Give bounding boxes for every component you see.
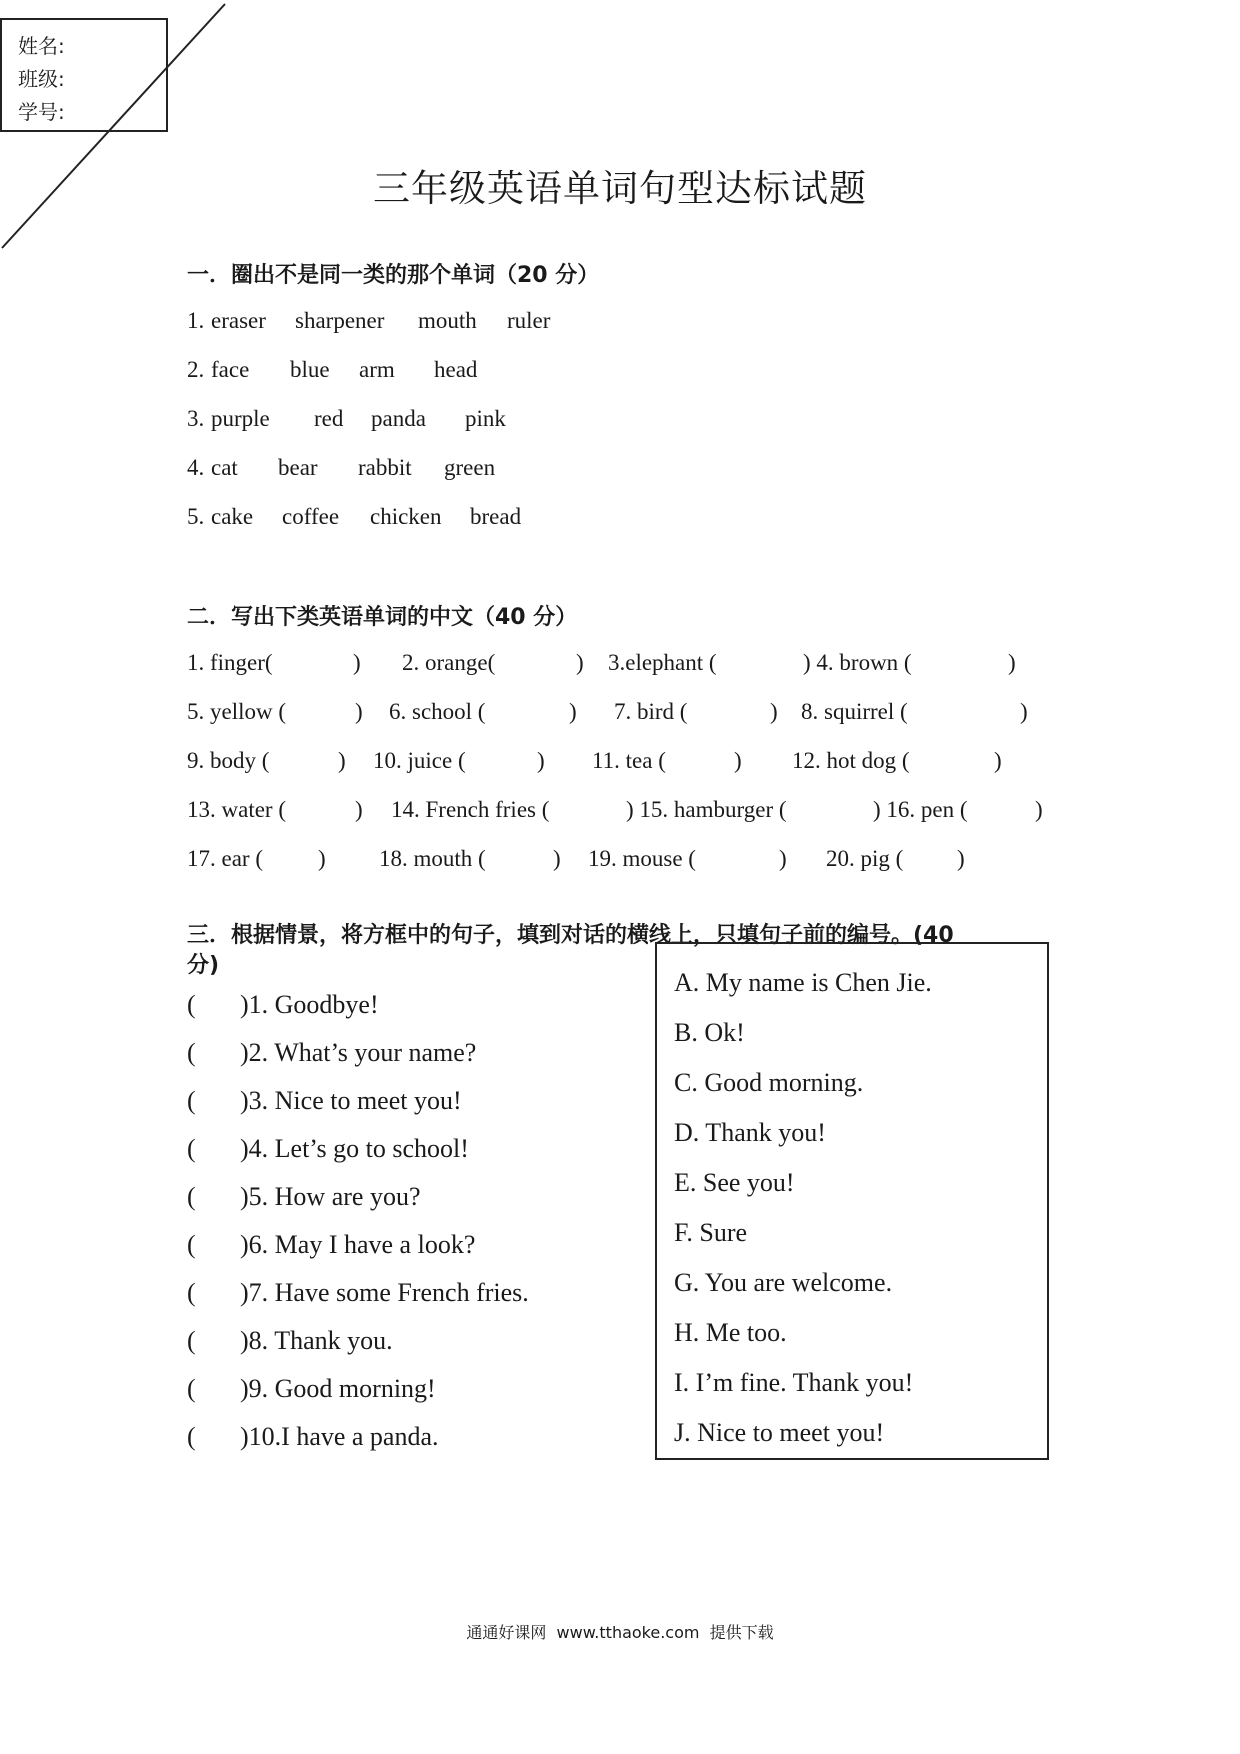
blank-close: )	[353, 650, 361, 675]
blank-close: )	[734, 748, 742, 773]
word: mouth	[418, 308, 477, 333]
diagonal-cut-line	[0, 0, 240, 260]
vocab-prompt: 3.elephant (	[608, 650, 717, 675]
vocab-prompt: 8. squirrel (	[801, 699, 908, 724]
item-number: 4.	[187, 455, 205, 480]
item-number: 1.	[187, 308, 205, 333]
answer-blank-open: (	[187, 1278, 196, 1307]
word: coffee	[282, 504, 340, 529]
blank-close: )	[569, 699, 577, 724]
vocab-prompt: 13. water (	[187, 797, 286, 822]
blank-close: )	[338, 748, 346, 773]
answer-option: C. Good morning.	[674, 1068, 864, 1097]
word: sharpener	[295, 308, 385, 333]
answer-option: E. See you!	[674, 1168, 795, 1197]
blank-close: )	[1008, 650, 1016, 675]
blank-close: )	[355, 699, 363, 724]
word: rabbit	[358, 455, 412, 480]
answer-blank-open: (	[187, 1326, 196, 1355]
word: green	[444, 455, 496, 480]
answer-option: I. I’m fine. Thank you!	[674, 1368, 914, 1397]
word: head	[434, 357, 478, 382]
page-footer: 通通好课网 www.tthaoke.com 提供下载	[466, 1623, 774, 1642]
word: arm	[359, 357, 395, 382]
word: bread	[470, 504, 522, 529]
blank-close: )	[318, 846, 326, 871]
vocab-prompt: 2. orange(	[402, 650, 496, 675]
blank-close: )	[576, 650, 584, 675]
section1-heading: 一．圈出不是同一类的那个单词（20 分）	[187, 263, 600, 288]
word: cake	[211, 504, 254, 529]
answer-option: D. Thank you!	[674, 1118, 826, 1147]
word: panda	[371, 406, 426, 431]
answer-blank-open: (	[187, 1086, 196, 1115]
item-number: 3.	[187, 406, 205, 431]
word: purple	[211, 406, 270, 431]
blank-close: )	[770, 699, 778, 724]
item-number: 5.	[187, 504, 205, 529]
vocab-prompt: ) 15. hamburger (	[626, 797, 787, 822]
dialogue-text: )4. Let’s go to school!	[240, 1134, 469, 1163]
word: cat	[211, 455, 238, 480]
answer-option: H. Me too.	[674, 1318, 787, 1347]
section2-heading: 二．写出下类英语单词的中文（40 分）	[187, 605, 578, 630]
answer-blank-open: (	[187, 1182, 196, 1211]
blank-close: )	[994, 748, 1002, 773]
answer-option: G. You are welcome.	[674, 1268, 893, 1297]
answer-blank-open: (	[187, 990, 196, 1019]
word: eraser	[211, 308, 266, 333]
dialogue-text: )2. What’s your name?	[240, 1038, 477, 1067]
vocab-prompt: 1. finger(	[187, 650, 273, 675]
answer-option: B. Ok!	[674, 1018, 745, 1047]
dialogue-text: )9. Good morning!	[240, 1374, 436, 1403]
vocab-prompt: 12. hot dog (	[792, 748, 910, 773]
vocab-prompt: 20. pig (	[826, 846, 904, 871]
vocab-prompt: 11. tea (	[592, 748, 666, 773]
section3-heading: 三．根据情景，将方框中的句子，填到对话的横线上，只填句子前的编号。(40	[187, 923, 954, 948]
vocab-prompt: 17. ear (	[187, 846, 263, 871]
vocab-prompt: 18. mouth (	[379, 846, 486, 871]
answer-blank-open: (	[187, 1134, 196, 1163]
dialogue-text: )10.I have a panda.	[240, 1422, 439, 1451]
answer-option: F. Sure	[674, 1218, 748, 1247]
word: blue	[290, 357, 330, 382]
vocab-prompt: 14. French fries (	[391, 797, 550, 822]
vocab-prompt: 6. school (	[389, 699, 486, 724]
dialogue-text: )1. Goodbye!	[240, 990, 379, 1019]
blank-close: )	[537, 748, 545, 773]
blank-close: )	[1020, 699, 1028, 724]
vocab-prompt: 5. yellow (	[187, 699, 287, 724]
answer-option: A. My name is Chen Jie.	[674, 968, 932, 997]
student-id-label: 学号:	[18, 100, 65, 124]
blank-close: )	[957, 846, 965, 871]
word: ruler	[507, 308, 551, 333]
item-number: 2.	[187, 357, 205, 382]
answer-blank-open: (	[187, 1230, 196, 1259]
blank-close: )	[355, 797, 363, 822]
word: chicken	[370, 504, 442, 529]
answer-options-box	[655, 942, 1049, 1460]
vocab-prompt: 19. mouse (	[588, 846, 696, 871]
dialogue-text: )6. May I have a look?	[240, 1230, 476, 1259]
blank-close: )	[779, 846, 787, 871]
blank-close: )	[1035, 797, 1043, 822]
word: pink	[465, 406, 506, 431]
vocab-prompt: 10. juice (	[373, 748, 466, 773]
dialogue-text: )3. Nice to meet you!	[240, 1086, 462, 1115]
answer-blank-open: (	[187, 1038, 196, 1067]
answer-option: J. Nice to meet you!	[674, 1418, 885, 1447]
dialogue-text: )7. Have some French fries.	[240, 1278, 529, 1307]
page-title: 三年级英语单词句型达标试题	[373, 167, 867, 210]
vocab-prompt: ) 16. pen (	[873, 797, 968, 822]
vocab-prompt: ) 4. brown (	[803, 650, 912, 675]
name-label: 姓名:	[18, 34, 65, 58]
section3-heading-cont: 分)	[187, 953, 220, 978]
dialogue-text: )5. How are you?	[240, 1182, 421, 1211]
answer-blank-open: (	[187, 1374, 196, 1403]
blank-close: )	[553, 846, 561, 871]
vocab-prompt: 9. body (	[187, 748, 270, 773]
class-label: 班级:	[18, 67, 65, 91]
word: bear	[278, 455, 318, 480]
answer-blank-open: (	[187, 1422, 196, 1451]
word: red	[314, 406, 344, 431]
dialogue-text: )8. Thank you.	[240, 1326, 393, 1355]
vocab-prompt: 7. bird (	[614, 699, 688, 724]
word: face	[211, 357, 250, 382]
